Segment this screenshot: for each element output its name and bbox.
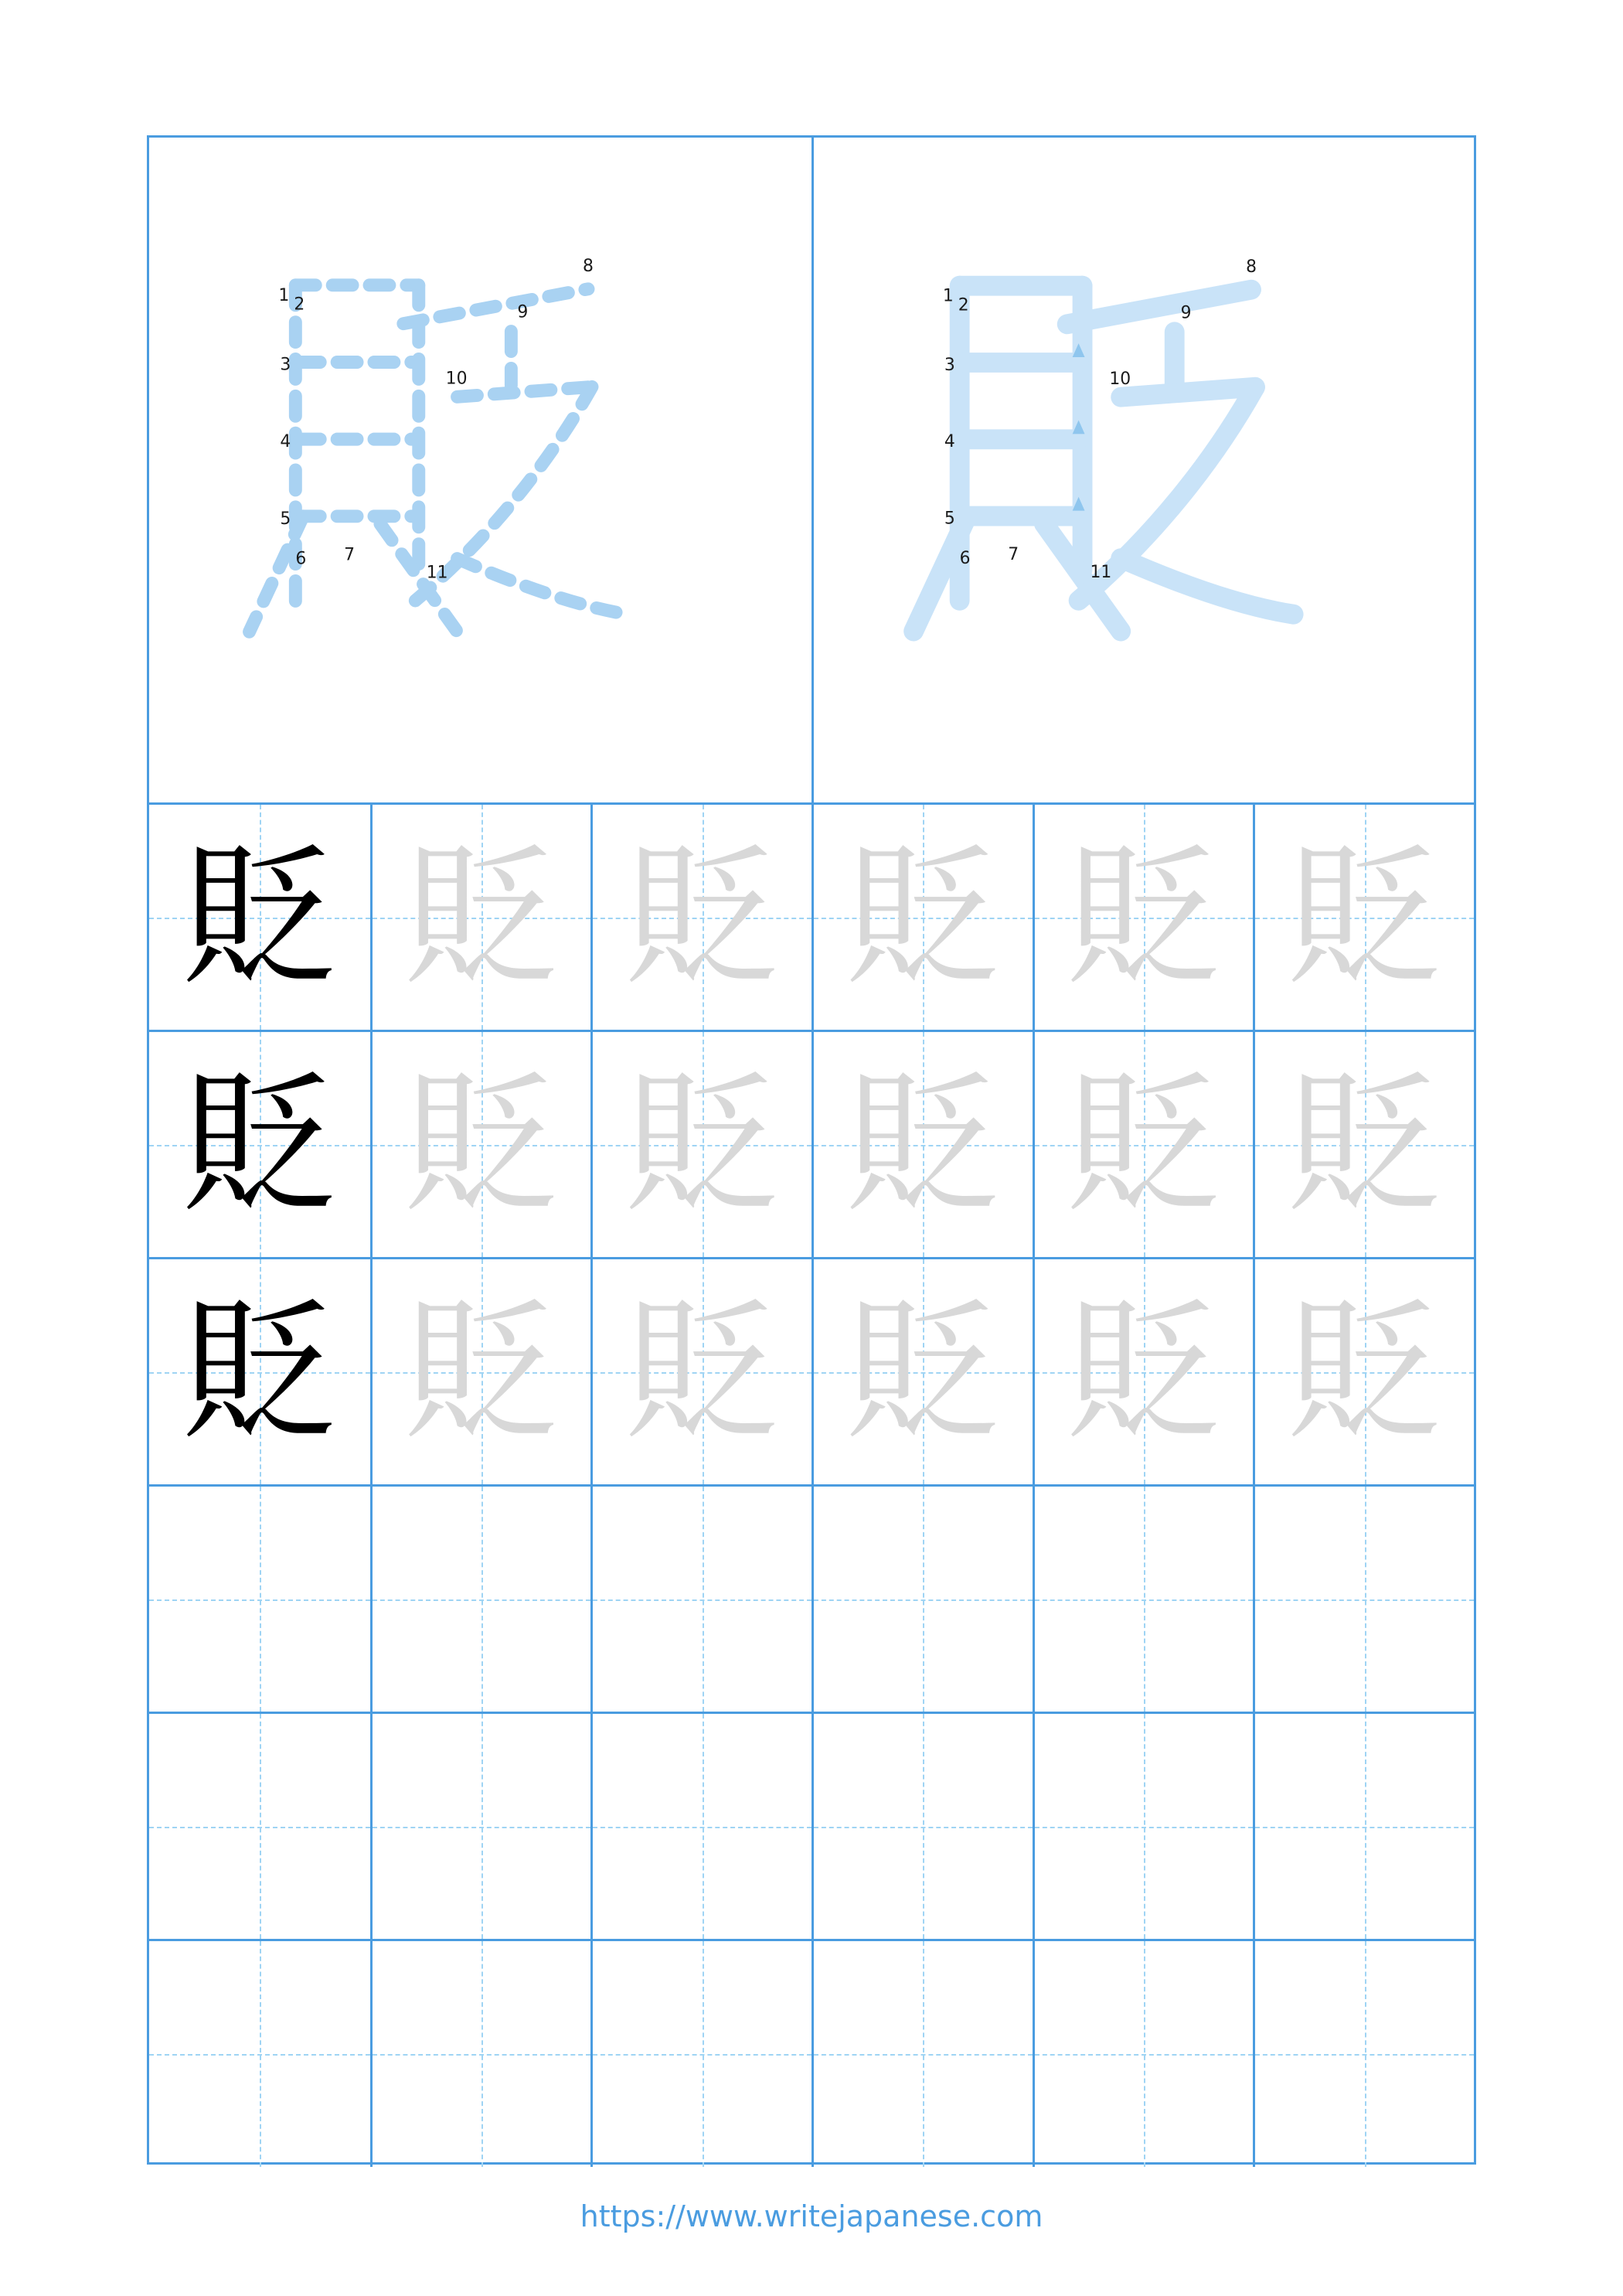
svg-text:4: 4 bbox=[944, 432, 955, 452]
practice-cell[interactable] bbox=[590, 1487, 812, 1712]
practice-cell[interactable] bbox=[590, 805, 812, 1030]
practice-cell[interactable] bbox=[1253, 1941, 1474, 2166]
stroke-order-demo-row bbox=[149, 138, 1474, 802]
kanji-glyph: 貶 bbox=[1066, 826, 1221, 1007]
practice-cell[interactable] bbox=[1253, 1487, 1474, 1712]
kanji-glyph: 貶 bbox=[403, 826, 559, 1007]
kanji-glyph bbox=[1035, 1487, 1254, 1712]
practice-row bbox=[149, 1030, 1474, 1257]
solid-kanji-svg bbox=[814, 138, 1474, 802]
footer-url[interactable]: https://www.writejapanese.com bbox=[580, 2199, 1043, 2233]
svg-text:3: 3 bbox=[944, 355, 955, 375]
practice-cell[interactable] bbox=[1033, 805, 1254, 1030]
kanji-glyph: 貶 bbox=[182, 1054, 337, 1235]
kanji-glyph: 貶 bbox=[846, 1054, 1001, 1235]
kanji-glyph bbox=[149, 1714, 370, 1939]
svg-text:8: 8 bbox=[583, 256, 594, 276]
practice-cell[interactable] bbox=[1253, 1714, 1474, 1939]
practice-cell[interactable] bbox=[370, 1714, 591, 1939]
practice-row bbox=[149, 1484, 1474, 1712]
practice-cell[interactable] bbox=[370, 1032, 591, 1257]
practice-cell[interactable] bbox=[1033, 1714, 1254, 1939]
svg-text:11: 11 bbox=[426, 563, 448, 583]
kanji-glyph: 貶 bbox=[1287, 1281, 1442, 1462]
kanji-glyph bbox=[149, 1487, 370, 1712]
kanji-glyph bbox=[373, 1487, 591, 1712]
practice-cell[interactable] bbox=[590, 1259, 812, 1484]
kanji-glyph bbox=[593, 1714, 812, 1939]
kanji-glyph: 貶 bbox=[1287, 826, 1442, 1007]
practice-cell[interactable] bbox=[1253, 1259, 1474, 1484]
kanji-glyph: 貶 bbox=[624, 826, 780, 1007]
kanji-glyph bbox=[373, 1714, 591, 1939]
practice-cell[interactable] bbox=[812, 1487, 1033, 1712]
kanji-glyph: 貶 bbox=[1066, 1054, 1221, 1235]
practice-cell[interactable] bbox=[812, 1032, 1033, 1257]
practice-cell[interactable] bbox=[149, 1259, 370, 1484]
practice-cell[interactable] bbox=[1033, 1941, 1254, 2166]
svg-text:8: 8 bbox=[1246, 257, 1257, 277]
kanji-glyph bbox=[373, 1941, 591, 2166]
kanji-glyph bbox=[149, 1941, 370, 2166]
svg-text:4: 4 bbox=[280, 432, 291, 452]
practice-cell[interactable] bbox=[812, 805, 1033, 1030]
practice-cell[interactable] bbox=[590, 1941, 812, 2166]
kanji-glyph bbox=[1255, 1714, 1474, 1939]
kanji-glyph bbox=[814, 1941, 1033, 2166]
practice-row bbox=[149, 1939, 1474, 2166]
svg-text:10: 10 bbox=[1109, 369, 1131, 389]
practice-cell[interactable] bbox=[370, 1941, 591, 2166]
practice-cell[interactable] bbox=[590, 1032, 812, 1257]
svg-text:1: 1 bbox=[278, 285, 290, 305]
kanji-glyph bbox=[1035, 1941, 1254, 2166]
practice-cell[interactable] bbox=[1033, 1032, 1254, 1257]
svg-text:2: 2 bbox=[294, 295, 305, 315]
practice-cell[interactable] bbox=[590, 1714, 812, 1939]
kanji-glyph: 貶 bbox=[1287, 1054, 1442, 1235]
practice-cell[interactable] bbox=[370, 805, 591, 1030]
kanji-glyph: 貶 bbox=[403, 1054, 559, 1235]
practice-row bbox=[149, 802, 1474, 1030]
practice-cell[interactable] bbox=[149, 805, 370, 1030]
kanji-glyph bbox=[593, 1487, 812, 1712]
svg-text:6: 6 bbox=[959, 549, 971, 569]
practice-row bbox=[149, 1712, 1474, 1939]
svg-text:9: 9 bbox=[1180, 303, 1192, 323]
practice-row bbox=[149, 1257, 1474, 1484]
kanji-glyph: 貶 bbox=[624, 1054, 780, 1235]
practice-cell[interactable] bbox=[149, 1487, 370, 1712]
svg-text:1: 1 bbox=[942, 286, 954, 306]
kanji-glyph: 貶 bbox=[1066, 1281, 1221, 1462]
kanji-glyph bbox=[814, 1487, 1033, 1712]
svg-text:5: 5 bbox=[280, 509, 291, 529]
dashed-kanji-svg bbox=[149, 138, 812, 802]
svg-text:6: 6 bbox=[295, 549, 307, 569]
practice-cell[interactable] bbox=[1253, 805, 1474, 1030]
stroke-order-cell-solid bbox=[812, 138, 1474, 802]
practice-cell[interactable] bbox=[1033, 1259, 1254, 1484]
svg-text:11: 11 bbox=[1090, 563, 1112, 583]
kanji-glyph: 貶 bbox=[624, 1281, 780, 1462]
kanji-glyph bbox=[1255, 1941, 1474, 2166]
kanji-glyph bbox=[1255, 1487, 1474, 1712]
practice-cell[interactable] bbox=[812, 1714, 1033, 1939]
practice-cell[interactable] bbox=[370, 1259, 591, 1484]
svg-text:7: 7 bbox=[1008, 545, 1019, 565]
kanji-glyph: 貶 bbox=[182, 826, 337, 1007]
practice-cell[interactable] bbox=[149, 1941, 370, 2166]
practice-cell[interactable] bbox=[149, 1714, 370, 1939]
practice-cell[interactable] bbox=[149, 1032, 370, 1257]
kanji-glyph bbox=[814, 1714, 1033, 1939]
svg-text:10: 10 bbox=[445, 369, 468, 389]
svg-text:3: 3 bbox=[280, 355, 291, 375]
svg-text:5: 5 bbox=[944, 509, 955, 529]
svg-text:9: 9 bbox=[517, 302, 529, 322]
svg-text:2: 2 bbox=[958, 295, 969, 315]
stroke-order-cell-dashed bbox=[149, 138, 812, 802]
practice-cell[interactable] bbox=[1253, 1032, 1474, 1257]
kanji-glyph: 貶 bbox=[182, 1281, 337, 1462]
practice-cell[interactable] bbox=[1033, 1487, 1254, 1712]
practice-cell[interactable] bbox=[812, 1259, 1033, 1484]
kanji-glyph: 貶 bbox=[846, 826, 1001, 1007]
kanji-glyph: 貶 bbox=[403, 1281, 559, 1462]
practice-cell[interactable] bbox=[812, 1941, 1033, 2166]
kanji-glyph bbox=[593, 1941, 812, 2166]
worksheet-grid bbox=[147, 135, 1476, 2165]
kanji-glyph: 貶 bbox=[846, 1281, 1001, 1462]
kanji-glyph bbox=[1035, 1714, 1254, 1939]
practice-cell[interactable] bbox=[370, 1487, 591, 1712]
practice-rows bbox=[149, 802, 1474, 2167]
svg-text:7: 7 bbox=[344, 545, 356, 565]
